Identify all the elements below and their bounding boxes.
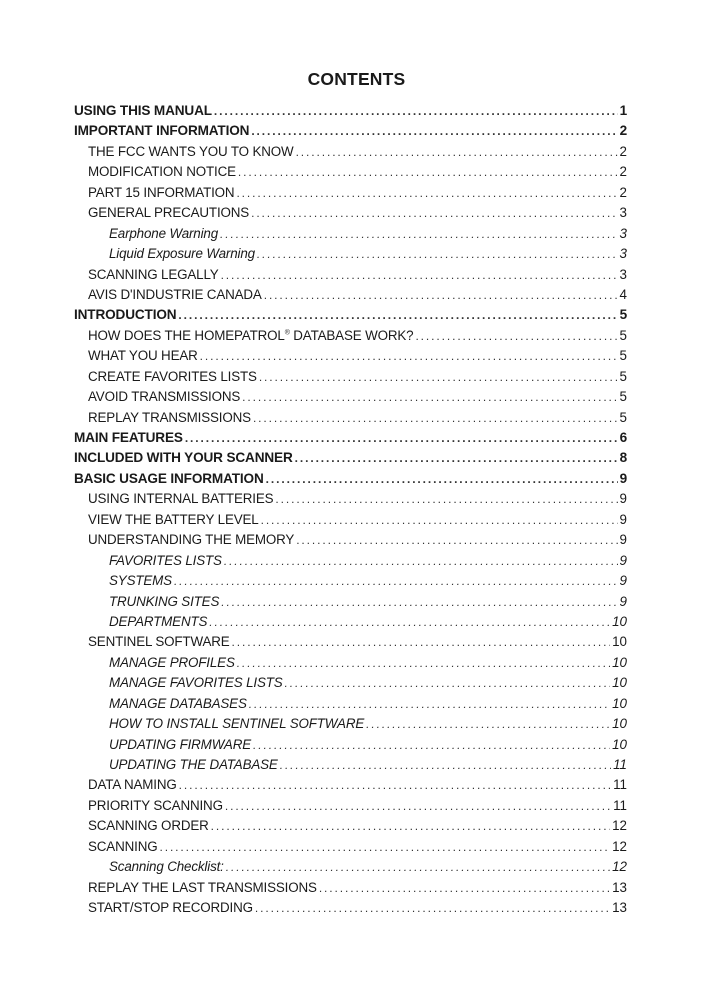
toc-entry-title: VIEW THE BATTERY LEVEL: [88, 511, 259, 527]
toc-entry-page-number: 9: [619, 532, 627, 548]
dot-leader: [242, 387, 617, 407]
dot-leader: [221, 592, 617, 612]
toc-entry[interactable]: [74, 612, 627, 632]
dot-leader: [237, 653, 610, 673]
toc-entry-title: SCANNING LEGALLY: [88, 266, 219, 282]
toc-entry-title: BASIC USAGE INFORMATION: [74, 470, 264, 486]
dot-leader: [174, 571, 618, 591]
toc-entry-page-number: 5: [619, 368, 627, 384]
toc-entry[interactable]: [74, 755, 627, 775]
toc-entry-page-number: 2: [619, 143, 627, 159]
table-of-contents: [74, 101, 627, 919]
dot-leader: [253, 408, 618, 428]
toc-entry-page-number: 5: [619, 409, 627, 425]
dot-leader: [236, 183, 617, 203]
toc-entry-title: INTRODUCTION: [74, 307, 177, 323]
toc-entry[interactable]: [74, 428, 627, 448]
toc-entry[interactable]: [74, 265, 627, 285]
dot-leader: [415, 326, 617, 346]
toc-entry-page-number: 5: [619, 348, 627, 364]
dot-leader: [179, 775, 611, 795]
toc-entry-page-number: 9: [619, 593, 627, 609]
toc-entry[interactable]: [74, 775, 627, 795]
toc-entry-title: MANAGE DATABASES: [109, 695, 247, 711]
toc-entry-page-number: 9: [619, 552, 627, 568]
toc-entry-page-number: 2: [619, 184, 627, 200]
toc-entry-title: TRUNKING SITES: [109, 593, 220, 609]
toc-entry[interactable]: [74, 224, 627, 244]
toc-entry-title: MANAGE PROFILES: [109, 654, 235, 670]
toc-entry-page-number: 1: [619, 103, 627, 118]
dot-leader: [261, 510, 618, 530]
toc-entry-page-number: 10: [612, 634, 627, 650]
dot-leader: [221, 265, 618, 285]
toc-entry-title: Earphone Warning: [109, 225, 219, 241]
toc-entry-page-number: 9: [619, 511, 627, 527]
toc-entry-page-number: 9: [619, 573, 627, 589]
toc-entry-title: WHAT YOU HEAR: [88, 348, 198, 364]
toc-entry[interactable]: [74, 530, 627, 550]
dot-leader: [275, 489, 617, 509]
toc-entry[interactable]: [74, 857, 627, 877]
dot-leader: [296, 530, 617, 550]
toc-entry-title: CREATE FAVORITES LISTS: [88, 368, 257, 384]
toc-entry[interactable]: [74, 469, 627, 489]
dot-leader: [251, 121, 617, 141]
dot-leader: [257, 244, 618, 264]
dot-leader: [280, 755, 611, 775]
toc-entry[interactable]: [74, 285, 627, 305]
toc-entry-page-number: 2: [619, 123, 627, 139]
toc-entry[interactable]: [74, 203, 627, 223]
dot-leader: [251, 203, 617, 223]
toc-entry-title: Scanning Checklist:: [109, 859, 224, 875]
dot-leader: [178, 305, 617, 325]
toc-entry[interactable]: [74, 632, 627, 652]
toc-entry-title: SENTINEL SOFTWARE: [88, 634, 230, 650]
toc-entry[interactable]: [74, 796, 627, 816]
toc-entry[interactable]: [74, 408, 627, 428]
toc-entry-title: SYSTEMS: [109, 573, 172, 589]
dot-leader: [200, 346, 618, 366]
toc-entry-page-number: 2: [619, 164, 627, 180]
dot-leader: [266, 469, 618, 489]
dot-leader: [214, 101, 618, 121]
toc-entry[interactable]: [74, 448, 627, 468]
toc-entry[interactable]: [74, 898, 627, 918]
dot-leader: [224, 551, 618, 571]
toc-entry-page-number: 12: [612, 838, 627, 854]
toc-entry[interactable]: [74, 551, 627, 571]
toc-entry-page-number: 5: [619, 389, 627, 405]
toc-entry[interactable]: [74, 326, 627, 346]
dot-leader: [159, 837, 610, 857]
toc-entry-page-number: 5: [619, 327, 627, 343]
toc-entry[interactable]: [74, 367, 627, 387]
toc-entry[interactable]: [74, 346, 627, 366]
dot-leader: [232, 632, 611, 652]
dot-leader: [259, 367, 618, 387]
toc-entry-title: Liquid Exposure Warning: [109, 246, 255, 262]
toc-entry-page-number: 6: [619, 430, 627, 445]
toc-entry[interactable]: [74, 673, 627, 693]
toc-entry-page-number: 3: [619, 205, 627, 221]
toc-entry-title: REPLAY THE LAST TRANSMISSIONS: [88, 879, 317, 895]
toc-entry-page-number: 10: [612, 716, 627, 732]
dot-leader: [253, 735, 610, 755]
toc-entry-title: IMPORTANT INFORMATION: [74, 123, 250, 139]
toc-entry-page-number: 13: [612, 879, 627, 895]
toc-entry[interactable]: [74, 592, 627, 612]
dot-leader: [225, 796, 611, 816]
dot-leader: [319, 878, 610, 898]
toc-entry-page-number: 11: [613, 777, 627, 793]
toc-entry-page-number: 11: [613, 757, 627, 772]
toc-entry-title: THE FCC WANTS YOU TO KNOW: [88, 143, 294, 159]
dot-leader: [249, 694, 610, 714]
toc-entry-page-number: 9: [619, 470, 627, 486]
toc-entry[interactable]: [74, 694, 627, 714]
toc-entry-title: FAVORITES LISTS: [109, 552, 222, 568]
toc-entry-title: MAIN FEATURES: [74, 430, 183, 445]
dot-leader: [295, 448, 618, 468]
toc-entry[interactable]: [74, 305, 627, 325]
toc-entry-title: MODIFICATION NOTICE: [88, 164, 236, 180]
toc-entry[interactable]: [74, 714, 627, 734]
toc-entry-title: MANAGE FAVORITES LISTS: [109, 675, 283, 691]
toc-entry-title: GENERAL PRECAUTIONS: [88, 205, 250, 221]
toc-entry[interactable]: [74, 489, 627, 509]
dot-leader: [264, 285, 618, 305]
toc-entry-page-number: 10: [612, 695, 627, 711]
toc-entry-title: SCANNING ORDER: [88, 818, 209, 834]
toc-entry-page-number: 11: [613, 797, 627, 813]
toc-entry[interactable]: [74, 878, 627, 898]
toc-entry-page-number: 13: [612, 900, 627, 916]
toc-entry[interactable]: [74, 837, 627, 857]
toc-entry[interactable]: [74, 653, 627, 673]
toc-entry[interactable]: [74, 244, 627, 264]
toc-entry-title: SCANNING: [88, 838, 158, 854]
dot-leader: [226, 857, 610, 877]
toc-entry[interactable]: [74, 101, 627, 121]
toc-entry-title: HOW DOES THE HOMEPATROL® DATABASE WORK?: [88, 327, 414, 343]
toc-entry-title: USING INTERNAL BATTERIES: [88, 491, 274, 507]
toc-entry[interactable]: [74, 816, 627, 836]
toc-entry[interactable]: [74, 142, 627, 162]
toc-entry[interactable]: [74, 162, 627, 182]
toc-entry-title: PRIORITY SCANNING: [88, 797, 223, 813]
toc-entry-title: REPLAY TRANSMISSIONS: [88, 409, 251, 425]
dot-leader: [285, 673, 611, 693]
toc-entry-page-number: 10: [612, 736, 627, 752]
dot-leader: [209, 612, 610, 632]
toc-entry-page-number: 3: [619, 246, 627, 262]
toc-entry-title: USING THIS MANUAL: [74, 103, 212, 118]
toc-entry-page-number: 12: [612, 818, 627, 834]
toc-entry-page-number: 10: [612, 654, 627, 670]
toc-entry-title: AVOID TRANSMISSIONS: [88, 389, 241, 405]
toc-entry-title: UPDATING THE DATABASE: [109, 757, 278, 772]
dot-leader: [211, 816, 610, 836]
toc-entry-title: AVIS D'INDUSTRIE CANADA: [88, 286, 262, 302]
toc-entry-page-number: 3: [619, 225, 627, 241]
toc-entry-title: START/STOP RECORDING: [88, 900, 253, 916]
dot-leader: [220, 224, 618, 244]
page-title: CONTENTS: [307, 69, 406, 89]
toc-entry-title: INCLUDED WITH YOUR SCANNER: [74, 450, 293, 466]
toc-entry-page-number: 10: [612, 613, 627, 629]
toc-entry[interactable]: [74, 571, 627, 591]
toc-entry[interactable]: [74, 510, 627, 530]
toc-entry-title: UPDATING FIRMWARE: [109, 736, 252, 752]
toc-entry-title: DATA NAMING: [88, 777, 177, 793]
toc-entry-title: HOW TO INSTALL SENTINEL SOFTWARE: [109, 716, 365, 732]
dot-leader: [255, 898, 610, 918]
toc-entry[interactable]: [74, 121, 627, 141]
toc-entry-page-number: 3: [619, 266, 627, 282]
toc-entry[interactable]: [74, 735, 627, 755]
dot-leader: [185, 428, 618, 448]
toc-entry-page-number: 8: [619, 450, 627, 466]
dot-leader: [366, 714, 610, 734]
toc-entry-title: UNDERSTANDING THE MEMORY: [88, 532, 295, 548]
dot-leader: [238, 162, 618, 182]
dot-leader: [296, 142, 618, 162]
toc-entry[interactable]: [74, 183, 627, 203]
toc-entry-page-number: 5: [619, 307, 627, 323]
toc-entry-title: PART 15 INFORMATION: [88, 184, 235, 200]
toc-entry[interactable]: [74, 387, 627, 407]
toc-entry-page-number: 10: [612, 675, 627, 691]
toc-entry-page-number: 4: [619, 286, 627, 302]
toc-entry-page-number: 9: [619, 491, 627, 507]
toc-entry-page-number: 12: [612, 859, 627, 875]
toc-entry-title: DEPARTMENTS: [109, 613, 208, 629]
